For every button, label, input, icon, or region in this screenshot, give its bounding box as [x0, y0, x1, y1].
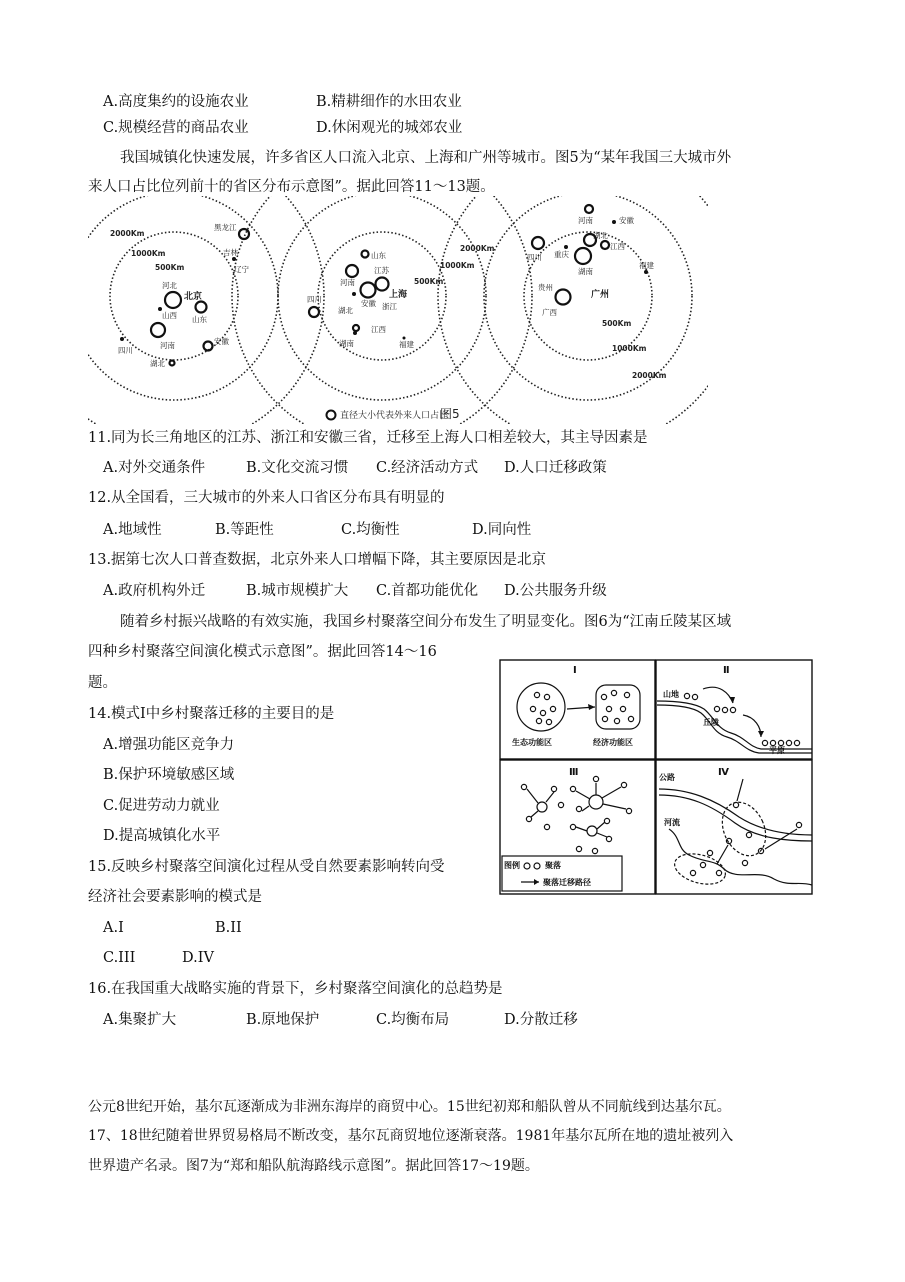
intro-14-16-line2: 四种乡村聚落空间演化模式示意图”。据此回答14～16 [88, 644, 437, 660]
bj-prov-liaoning: 辽宁 [234, 265, 249, 274]
gz-prov-hunan: 湖南 [578, 267, 593, 276]
gz-ring-500: 500Km [602, 319, 632, 328]
sh-prov-anhui: 安徽 [361, 299, 376, 308]
gz-center-label: 广州 [591, 290, 610, 300]
sh-prov-hunan: 湖南 [339, 339, 354, 348]
q14-option-c: C.促进劳动力就业 [103, 798, 220, 814]
gz-ring-1000: 1000Km [612, 344, 647, 353]
q14-stem: 14.模式Ⅰ中乡村聚落迁移的主要目的是 [88, 706, 335, 722]
q16-option-a: A.集聚扩大 [103, 1012, 177, 1028]
sh-center-label: 上海 [389, 290, 408, 300]
q15-stem-line2: 经济社会要素影响的模式是 [88, 889, 262, 905]
gz-prov-jiangxi: 江西 [610, 242, 625, 251]
bj-prov-anhui: 安徽 [214, 337, 229, 346]
q15-option-a: A.I [103, 920, 124, 936]
gz-prov-chongqing: 重庆 [554, 250, 569, 259]
q14-option-b: B.保护环境敏感区域 [103, 767, 235, 783]
bj-ring-2000: 2000Km [110, 229, 145, 238]
q15-stem-line1: 15.反映乡村聚落空间演化过程从受自然要素影响转向受 [88, 859, 445, 875]
q13-option-a: A.政府机构外迁 [103, 583, 206, 599]
bj-prov-sichuan: 四川 [118, 346, 133, 355]
fig5-caption: 图5 [440, 407, 460, 421]
sh-prov-shandong: 山东 [371, 251, 386, 260]
q11-option-a: A.对外交通条件 [103, 460, 206, 476]
fig6-p2-mountain: 山地 [663, 690, 679, 699]
q15-option-b: B.II [215, 920, 242, 936]
q13-option-b: B.城市规模扩大 [246, 583, 349, 599]
gz-prov-sichuan: 四川 [527, 253, 542, 262]
sh-ring-2000: 2000Km [460, 244, 495, 253]
intro-17-19-line2: 17、18世纪随着世界贸易格局不断改变，基尔瓦商贸地位逐渐衰落。1981年基尔瓦所在地的遗址被列入 [88, 1128, 734, 1144]
gz-prov-guizhou: 贵州 [538, 283, 553, 292]
bj-ring-1000: 1000Km [131, 249, 166, 258]
intro-14-16-line3: 题。 [88, 675, 117, 691]
bj-prov-hubei: 湖北 [150, 359, 165, 368]
fig6-p3-label: Ⅲ [569, 767, 579, 778]
q11-option-d: D.人口迁移政策 [504, 460, 607, 476]
fig6-p2-plain: 平原 [769, 746, 785, 755]
intro-11-13-line1: 我国城镇化快速发展，许多省区人口流入北京、上海和广州等城市。图5为“某年我国三大城市外 [120, 150, 732, 166]
gz-prov-fujian: 福建 [639, 261, 654, 270]
fig6-p3-legend-path: 聚落迁移路径 [543, 878, 591, 887]
sh-prov-hubei: 湖北 [338, 306, 353, 315]
q14-option-d: D.提高城镇化水平 [103, 828, 221, 844]
intro-14-16-line1: 随着乡村振兴战略的有效实施，我国乡村聚落空间分布发生了明显变化。图6为“江南丘陵某区域 [120, 614, 732, 630]
sh-ring-500: 500Km [414, 277, 444, 286]
q12-stem: 12.从全国看，三大城市的外来人口省区分布具有明显的 [88, 490, 445, 506]
q11-option-c: C.经济活动方式 [376, 460, 479, 476]
q13-option-c: C.首都功能优化 [376, 583, 479, 599]
sh-prov-henan: 河南 [340, 278, 355, 287]
fig6-p1-label: Ⅰ [573, 665, 577, 676]
q12-option-d: D.同向性 [472, 522, 532, 538]
q12-option-a: A.地域性 [103, 522, 162, 538]
intro-17-19-line1: 公元8世纪开始，基尔瓦逐渐成为非洲东海岸的商贸中心。15世纪初郑和船队曾从不同航线到达基尔瓦。 [88, 1099, 731, 1115]
bj-prov-hebei: 河北 [162, 281, 177, 290]
figure-6 [499, 659, 814, 895]
q10-option-b: B.精耕细作的水田农业 [316, 94, 462, 110]
fig6-p4-road: 公路 [659, 773, 675, 782]
bj-prov-heilongjiang: 黑龙江 [214, 223, 237, 232]
fig6-p2-label: Ⅱ [723, 665, 730, 676]
intro-17-19-line3: 世界遗产名录。图7为“郑和船队航海路线示意图”。据此回答17～19题。 [88, 1158, 539, 1174]
gz-prov-anhui: 安徽 [619, 216, 634, 225]
q16-option-b: B.原地保护 [246, 1012, 320, 1028]
fig6-p4-river: 河流 [664, 818, 680, 827]
bj-center-label: 北京 [184, 292, 203, 302]
fig6-p1-left: 生态功能区 [512, 738, 552, 747]
q10-option-a: A.高度集约的设施农业 [103, 94, 249, 110]
fig6-p1-right: 经济功能区 [593, 738, 633, 747]
fig5-legend: 直径大小代表外来人口占比 [340, 411, 449, 421]
sh-ring-1000: 1000Km [440, 261, 475, 270]
gz-prov-guangxi: 广西 [542, 308, 557, 317]
q15-option-c: C.III [103, 950, 136, 966]
gz-ring-2000: 2000Km [632, 371, 667, 380]
sh-prov-zhejiang: 浙江 [382, 302, 397, 311]
gz-prov-hubei: 湖北 [593, 231, 608, 240]
q15-option-d: D.IV [182, 950, 214, 966]
sh-prov-fujian: 福建 [399, 340, 414, 349]
q16-option-d: D.分散迁移 [504, 1012, 578, 1028]
bj-prov-jilin: 吉林 [223, 248, 238, 257]
gz-prov-henan: 河南 [578, 216, 593, 225]
sh-prov-sichuan: 四川 [307, 295, 322, 304]
intro-11-13-line2: 来人口占比位列前十的省区分布示意图”。据此回答11～13题。 [88, 179, 495, 195]
q13-stem: 13.据第七次人口普查数据，北京外来人口增幅下降，其主要原因是北京 [88, 552, 547, 568]
q10-option-c: C.规模经营的商品农业 [103, 120, 249, 136]
q12-option-c: C.均衡性 [341, 522, 400, 538]
bj-ring-500: 500Km [155, 263, 185, 272]
fig6-p2-hill: 丘陵 [703, 718, 719, 727]
q11-option-b: B.文化交流习惯 [246, 460, 349, 476]
figure-5 [88, 196, 708, 424]
fig6-p3-legend-title: 图例 [504, 861, 520, 870]
sh-prov-jiangsu: 江苏 [374, 266, 389, 275]
q12-option-b: B.等距性 [215, 522, 274, 538]
fig6-p3-legend-village: 聚落 [545, 861, 561, 870]
bj-prov-henan: 河南 [160, 341, 175, 350]
q11-stem: 11.同为长三角地区的江苏、浙江和安徽三省，迁移至上海人口相差较大，其主导因素是 [88, 430, 648, 446]
sh-prov-jiangxi: 江西 [371, 325, 386, 334]
bj-prov-shandong: 山东 [192, 315, 207, 324]
fig6-p4-label: Ⅳ [718, 767, 729, 778]
q14-option-a: A.增强功能区竞争力 [103, 737, 235, 753]
q10-option-d: D.休闲观光的城郊农业 [316, 120, 463, 136]
q16-option-c: C.均衡布局 [376, 1012, 450, 1028]
bj-prov-shanxi: 山西 [162, 311, 177, 320]
q13-option-d: D.公共服务升级 [504, 583, 607, 599]
q16-stem: 16.在我国重大战略实施的背景下，乡村聚落空间演化的总趋势是 [88, 981, 503, 997]
